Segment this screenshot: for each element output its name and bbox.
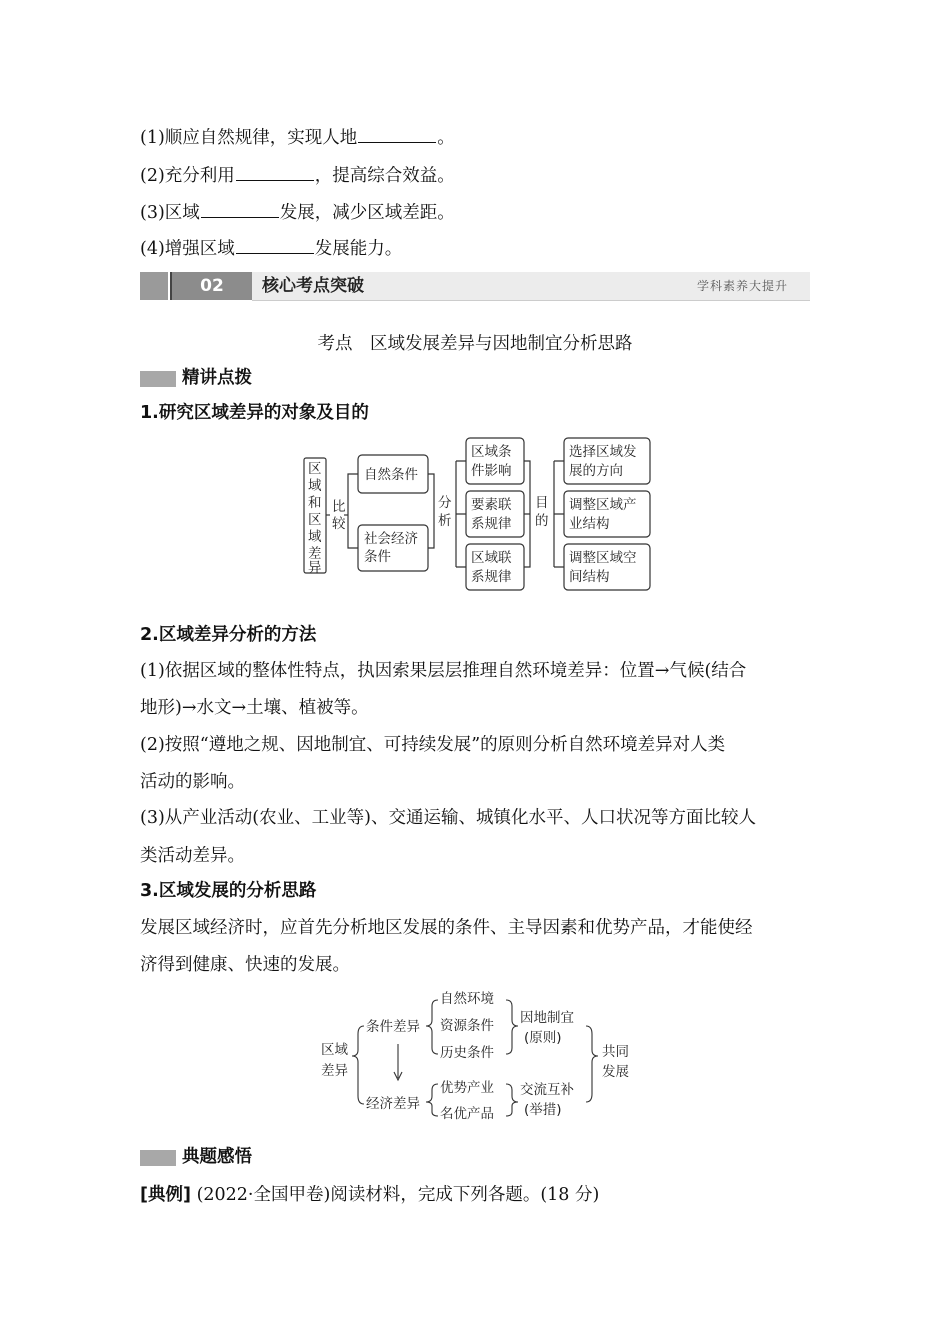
principle-line: (原则) [524,1030,562,1046]
banner-decoration [140,272,168,300]
fill-item-text: 发展，减少区域差距。 [279,203,455,223]
left-box-char: 差 [308,546,322,562]
section-banner [140,270,810,302]
fill-item-2 [140,164,455,187]
fill-item-3 [140,201,455,224]
development-diagram [318,986,648,1128]
banner-title: 核心考点突破 [262,276,364,296]
root-line: 区域 [321,1042,348,1058]
fill-item-text: ，提高综合效益。 [314,166,455,186]
example-line [140,1184,599,1206]
result-line: 共同 [602,1044,629,1060]
answer-blank[interactable] [201,201,279,218]
natural-conditions-box: 自然条件 [364,467,418,483]
left-box-char: 异 [308,560,322,576]
fill-item-text: 发展能力。 [314,239,403,259]
fill-item-text: (2)充分利用 [140,166,235,186]
fill-item-text: 。 [437,128,455,148]
economic-difference: 经济差异 [366,1096,420,1112]
analysis-box-3: 区域联系规律 [471,550,512,585]
fill-item-4 [140,237,402,260]
left-box-char: 区 [308,461,322,477]
condition-difference: 条件差异 [366,1019,420,1035]
left-box-char: 和 [308,495,322,511]
left-box-char: 域 [308,529,322,545]
purpose-label: 目的 [535,495,549,529]
section3-line: 发展区域经济时，应首先分析地区发展的条件、主导因素和优势产品，才能使经 [140,918,753,938]
fill-item-text: (1)顺应自然规律，实现人地 [140,128,358,148]
banner-number: 02 [170,272,252,300]
bottom-item: 优势产业 [440,1080,494,1096]
answer-blank[interactable] [236,237,314,254]
subhead-marker [140,1150,176,1166]
answer-blank[interactable] [236,164,314,181]
top-item: 历史条件 [440,1045,494,1061]
subhead-label: 精讲点拨 [182,368,252,388]
measure-line: (举措) [524,1102,562,1118]
fill-item-1 [140,126,455,149]
section3-title: 3.区域发展的分析思路 [140,881,317,901]
principle-line: 因地制宜 [520,1010,574,1026]
top-item: 自然环境 [440,991,494,1007]
example-tag: [典例] [140,1185,191,1205]
banner-subtitle: 学科素养大提升 [696,279,788,293]
top-item: 资源条件 [440,1018,494,1034]
topic-title: 考点 区域发展差异与因地制宜分析思路 [317,334,633,354]
left-box-text [308,461,326,576]
socioeconomic-box: 社会经济条件 [364,531,418,565]
result-label [602,1044,633,1080]
section2-line: 活动的影响。 [140,772,245,792]
section2-line: (3)从产业活动(农业、工业等)、交通运输、城镇化水平、人口状况等方面比较人 [140,808,756,828]
analysis-box-1: 区域条件影响 [471,444,512,479]
section2-title: 2.区域差异分析的方法 [140,625,317,645]
section1-title: 1.研究区域差异的对象及目的 [140,403,369,423]
subhead-label: 典题感悟 [182,1147,252,1167]
left-box-char: 区 [308,512,322,528]
result-line: 发展 [602,1064,629,1080]
analysis-box-2: 要素联系规律 [471,497,512,532]
purpose-box-1: 选择区域发展的方向 [569,444,637,479]
section2-line: (2)按照“遵地之规、因地制宜、可持续发展”的原则分析自然环境差异对人类 [140,735,726,755]
left-box-char: 域 [308,478,322,494]
purpose-box-2: 调整区域产业结构 [569,497,637,532]
section2-line: 地形)→水文→土壤、植被等。 [140,698,369,718]
example-text: (2022·全国甲卷)阅读材料，完成下列各题。(18 分) [191,1185,600,1205]
subhead-marker [140,371,176,387]
section2-line: 类活动差异。 [140,846,245,866]
purpose-box-3: 调整区域空间结构 [569,550,637,585]
answer-blank[interactable] [358,126,436,143]
root-label [321,1042,352,1079]
fill-item-text: (3)区域 [140,203,200,223]
analyze-label: 分析 [438,495,452,529]
bottom-item: 名优产品 [440,1106,494,1122]
compare-label: 比较 [332,499,346,532]
section2-line: (1)依据区域的整体性特点，执因索果层层推理自然环境差异：位置→气候(结合 [140,661,747,681]
measure-label [520,1081,578,1118]
fill-item-text: (4)增强区域 [140,239,235,259]
principle-label [520,1009,578,1046]
measure-line: 交流互补 [520,1082,574,1098]
section3-line: 济得到健康、快速的发展。 [140,955,350,975]
research-diagram [296,433,656,591]
root-line: 差异 [321,1063,348,1079]
